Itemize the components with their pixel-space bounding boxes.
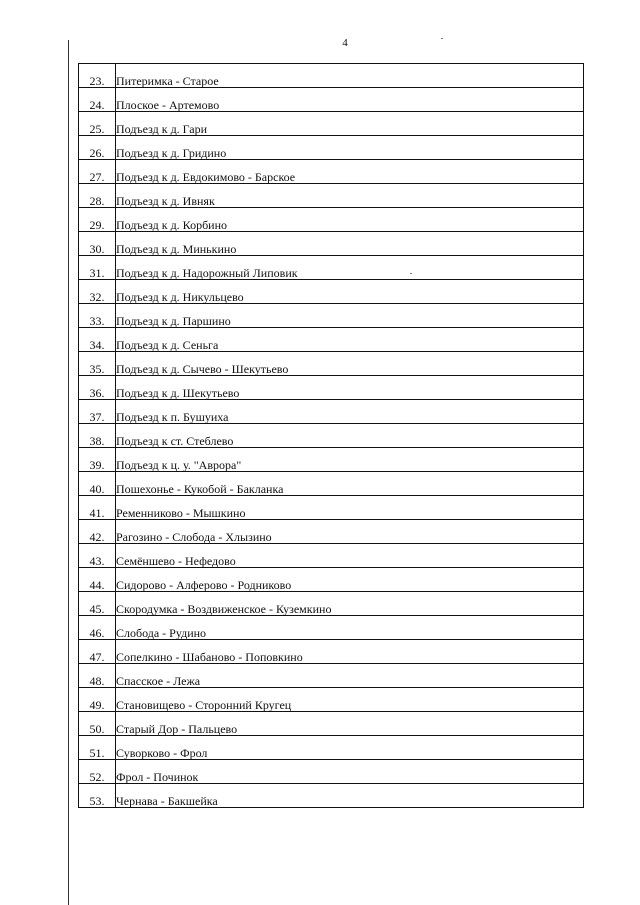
road-name: Чернава - Бакшейка — [116, 784, 584, 808]
table-row — [79, 664, 584, 688]
road-name: Подъезд к д. Шекутьево — [116, 376, 584, 400]
row-number: 34. — [79, 328, 116, 352]
road-name: Подъезд к д. Минькино — [116, 232, 584, 256]
table-row — [79, 568, 584, 592]
left-margin-rule — [68, 40, 69, 905]
row-number: 36. — [79, 376, 116, 400]
row-number: 24. — [79, 88, 116, 112]
table-row — [79, 640, 584, 664]
road-name: Суворково - Фрол — [116, 736, 584, 760]
table-row — [79, 280, 584, 304]
row-number: 47. — [79, 640, 116, 664]
row-number: 37. — [79, 400, 116, 424]
road-name: Плоское - Артемово — [116, 88, 584, 112]
row-number: 27. — [79, 160, 116, 184]
row-number: 35. — [79, 352, 116, 376]
row-number: 53. — [79, 784, 116, 808]
table-row — [79, 376, 584, 400]
road-name: Старый Дор - Пальцево — [116, 712, 584, 736]
table-row — [79, 400, 584, 424]
row-number: 29. — [79, 208, 116, 232]
table-row — [79, 352, 584, 376]
table-row — [79, 448, 584, 472]
table-row — [79, 208, 584, 232]
scan-speck — [441, 38, 443, 39]
road-name: Фрол - Починок — [116, 760, 584, 784]
road-name: Подъезд к п. Бушуиха — [116, 400, 584, 424]
table-row — [79, 304, 584, 328]
road-name: Сидорово - Алферово - Родниково — [116, 568, 584, 592]
row-number: 26. — [79, 136, 116, 160]
road-name: Становищево - Сторонний Кругец — [116, 688, 584, 712]
row-number: 46. — [79, 616, 116, 640]
page-number: 4 — [342, 37, 348, 49]
row-number: 25. — [79, 112, 116, 136]
table-row — [79, 328, 584, 352]
road-name: Рагозино - Слобода - Хлызино — [116, 520, 584, 544]
row-number: 43. — [79, 544, 116, 568]
row-number: 44. — [79, 568, 116, 592]
table-row — [79, 760, 584, 784]
table-row — [79, 784, 584, 808]
road-list-table — [78, 63, 584, 808]
table-row — [79, 424, 584, 448]
row-number: 48. — [79, 664, 116, 688]
row-number: 40. — [79, 472, 116, 496]
table-row — [79, 520, 584, 544]
table-row — [79, 184, 584, 208]
row-number: 49. — [79, 688, 116, 712]
row-number: 38. — [79, 424, 116, 448]
table-row — [79, 688, 584, 712]
road-name: Спасское - Лежа — [116, 664, 584, 688]
road-name: Семёншево - Нефедово — [116, 544, 584, 568]
row-number: 33. — [79, 304, 116, 328]
road-name: Подъезд к д. Ивняк — [116, 184, 584, 208]
road-name: Питеримка - Старое — [116, 64, 584, 88]
road-name: Подъезд к д. Никульцево — [116, 280, 584, 304]
table-row — [79, 496, 584, 520]
row-number: 23. — [79, 64, 116, 88]
row-number: 52. — [79, 760, 116, 784]
table-row — [79, 136, 584, 160]
row-number: 45. — [79, 592, 116, 616]
road-name: Пошехонье - Кукобой - Бакланка — [116, 472, 584, 496]
road-name: Слобода - Рудино — [116, 616, 584, 640]
road-name: Подъезд к д. Гари — [116, 112, 584, 136]
table-row — [79, 592, 584, 616]
table-row — [79, 736, 584, 760]
road-name: Подъезд к д. Надорожный Липовик — [116, 256, 584, 280]
road-name: Подъезд к ст. Стеблево — [116, 424, 584, 448]
table-row — [79, 88, 584, 112]
road-name: Ременниково - Мышкино — [116, 496, 584, 520]
table-row — [79, 616, 584, 640]
road-name: Подъезд к ц. у. "Аврора" — [116, 448, 584, 472]
row-number: 41. — [79, 496, 116, 520]
table-row — [79, 64, 584, 88]
road-name: Подъезд к д. Сеньга — [116, 328, 584, 352]
table-row — [79, 472, 584, 496]
row-number: 50. — [79, 712, 116, 736]
row-number: 39. — [79, 448, 116, 472]
row-number: 28. — [79, 184, 116, 208]
road-name: Подъезд к д. Корбино — [116, 208, 584, 232]
road-name: Скородумка - Воздвиженское - Куземкино — [116, 592, 584, 616]
table-row — [79, 112, 584, 136]
table-row — [79, 544, 584, 568]
road-name: Подъезд к д. Сычево - Шекутьево — [116, 352, 584, 376]
road-name: Сопелкино - Шабаново - Поповкино — [116, 640, 584, 664]
table-row — [79, 712, 584, 736]
row-number: 42. — [79, 520, 116, 544]
row-number: 32. — [79, 280, 116, 304]
table-row — [79, 160, 584, 184]
table-row — [79, 232, 584, 256]
road-name: Подъезд к д. Евдокимово - Барское — [116, 160, 584, 184]
road-name: Подъезд к д. Паршино — [116, 304, 584, 328]
table-row — [79, 256, 584, 280]
row-number: 31. — [79, 256, 116, 280]
row-number: 51. — [79, 736, 116, 760]
road-name: Подъезд к д. Гридино — [116, 136, 584, 160]
row-number: 30. — [79, 232, 116, 256]
road-list-body — [79, 64, 584, 808]
